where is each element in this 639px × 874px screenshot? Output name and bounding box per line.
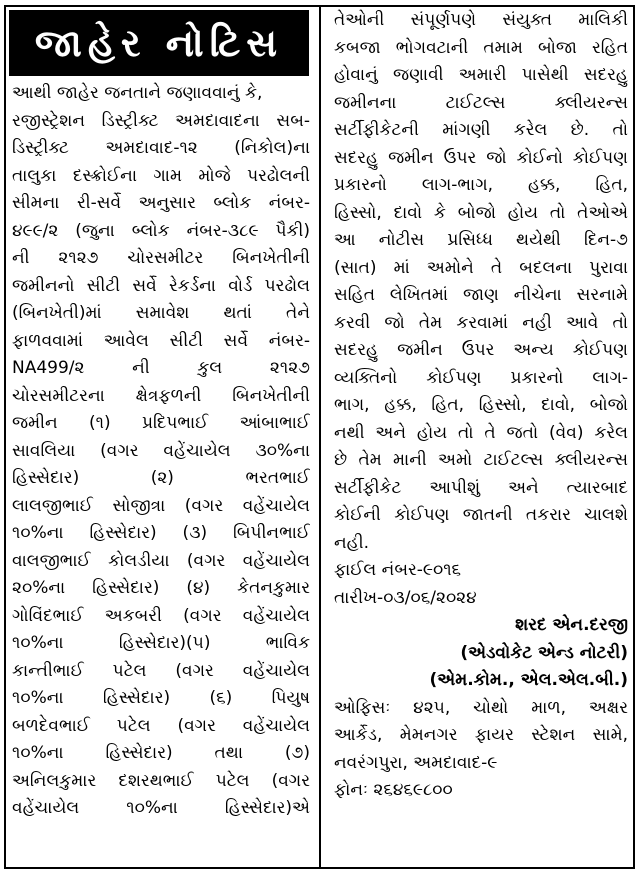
address-line: આર્કેડ, મેમનગર ફાયર સ્ટેશન સામે,: [334, 725, 628, 745]
address-line: ઓફિસઃ ૪૨૫, ચોથો માળ, અક્ષર: [334, 697, 628, 718]
notice-line: ૧૦%ના હિસ્સેદાર) તથા (૭): [12, 743, 310, 763]
notice-line: ગોવિંદભાઈ અકબરી (વગર વહેંચાયેલ: [12, 605, 310, 626]
file-number: ફાઈલ નંબર-૯૦૧૬: [334, 560, 462, 580]
signer-degree: (એમ.કોમ., એલ.એલ.બી.): [429, 670, 628, 690]
notice-line: ૧૦%ના હિસ્સેદાર) (૩) બિપીનભાઈ: [12, 523, 310, 543]
notice-line: કોઈની કોઈપણ જાતની તકરાર ચાલશે: [334, 505, 628, 525]
notice-line: કરવી જો તેમ કરવામાં નહી આવે તો: [334, 312, 628, 333]
notice-line: અનિલકુમાર દશરથભાઈ પટેલ (વગર: [12, 770, 310, 791]
notice-line: બળદેવભાઈ પટેલ (વગર વહેંચાયેલ: [12, 715, 310, 736]
notice-line: કબજા ભોગવટાની તમામ બોજા રહિત: [334, 37, 628, 58]
address-line: નવરંગપુરા, અમદાવાદ-૯: [334, 752, 498, 773]
notice-date: તારીખ-૦૩/૦૬/૨૦૨૪: [334, 587, 477, 608]
notice-line: સહિત લેખિતમાં જાણ નીચેના સરનામે: [334, 285, 628, 305]
notice-line: હિસ્સેદાર) (૨) ભરતભાઈ: [12, 468, 310, 488]
notice-line: તાલુકા દસ્ક્રોઈના ગામ મોજે પરઢોલની: [12, 165, 310, 186]
notice-line: જમીન (૧) પ્રદિપભાઈ આંબાભાઈ: [12, 413, 310, 433]
notice-line: હોવાનું જણાવી અમારી પાસેથી સદરહુ: [334, 65, 628, 85]
notice-line: ડિસ્ટ્રીક્ટ અમદાવાદ-૧૨ (નિકોલ)ના: [12, 138, 310, 158]
notice-line: જમીનનો સીટી સર્વે રેકર્ડના વોર્ડ પરઢોલ: [12, 275, 310, 296]
notice-line: ચોરસમીટરના ક્ષેત્રફળની બિનખેતીની: [12, 385, 310, 406]
right-column: [334, 7, 628, 805]
left-column: [12, 80, 310, 823]
notice-line: પ્રકારનો લાગ-ભાગ, હક્ક, હિત,: [334, 175, 628, 195]
phone-number: ફોનઃ ૨૬૪૬૯૮૦૦: [334, 780, 453, 800]
notice-title: જાહેર નોટિસ: [9, 10, 309, 76]
notice-line: છે તેમ માની અમો ટાઈટલ્સ ક્લીયરન્સ: [334, 450, 628, 470]
notice-line: રજીસ્ટ્રેશન ડિસ્ટ્રીક્ટ અમદાવાદના સબ-: [12, 110, 310, 131]
column-divider: [319, 5, 321, 869]
notice-line: સર્ટીફીકેટ આપીશું અને ત્યારબાદ: [334, 477, 628, 498]
notice-line: હિસ્સો, દાવો કે બોજો હોય તો તેઓએ: [334, 202, 628, 223]
notice-line: સર્ટીફીકેટની માંગણી કરેલ છે. તો: [334, 120, 628, 140]
notice-line: ફાળવવામાં આવેલ સીટી સર્વે નંબર-: [12, 330, 310, 351]
signer-name: શરદ એન.દરજી: [515, 615, 628, 635]
notice-line: સદરહુ જમીન ઉપર જો કોઈનો કોઈપણ: [334, 147, 628, 168]
notice-line: નહી.: [334, 532, 370, 553]
notice-line: NA499/૨ ની કુલ ૨૧૨૭: [12, 358, 310, 378]
notice-line: વાલજીભાઈ કોલડીયા (વગર વહેંચાયેલ: [12, 550, 310, 571]
notice-line: ૧૦%ના હિસ્સેદાર)(૫) ભાવિક: [12, 633, 310, 653]
notice-line: વહેંચાયેલ ૧૦%ના હિસ્સેદાર)એ: [12, 798, 310, 818]
notice-line: લાલજીભાઈ સોજીત્રા (વગર વહેંચાયેલ: [12, 495, 310, 516]
notice-line: નથી અને હોય તો તે જતો (વેવ) કરેલ: [334, 422, 628, 443]
notice-line: (બિનખેતી)માં સમાવેશ થતાં તેને: [12, 303, 310, 323]
notice-line: ની ૨૧૨૭ ચોરસમીટર બિનખેતીની: [12, 248, 310, 268]
notice-line: વ્યક્તિનો કોઈપણ પ્રકારનો લાગ-: [334, 367, 628, 388]
notice-line: ભાગ, હક્ક, હિત, હિસ્સો, દાવો, બોજો: [334, 395, 628, 415]
notice-line: ૪૯૯/૨ (જુના બ્લોક નંબર-૩૮૯ પૈકી): [12, 220, 310, 241]
notice-line: આથી જાહેર જનતાને જણાવવાનું કે,: [12, 83, 263, 103]
notice-line: ૨૦%ના હિસ્સેદાર) (૪) કેતનકુમાર: [12, 578, 310, 598]
notice-line: તેઓની સંપૂર્ણપણે સંયુક્ત માલિકી: [334, 10, 628, 30]
notice-line: (સાત) માં અમોને તે બદલના પુરાવા: [334, 257, 628, 278]
notice-line: આ નોટીસ પ્રસિધ્ધ થયેથી દિન-૭: [334, 230, 628, 250]
notice-line: જમીનના ટાઈટલ્સ ક્લીયરન્સ: [334, 92, 628, 113]
notice-line: કાન્તીભાઈ પટેલ (વગર વહેંચાયેલ: [12, 660, 310, 681]
notice-line: ૧૦%ના હિસ્સેદાર) (૬) પિયુષ: [12, 688, 310, 708]
signer-role: (એડવોકેટ એન્ડ નોટરી): [460, 642, 628, 663]
notice-line: સીમના રી-સર્વે અનુસાર બ્લોક નંબર-: [12, 193, 310, 213]
notice-line: સદરહુ જમીન ઉપર અન્ય કોઈપણ: [334, 340, 628, 360]
notice-line: સાવલિયા (વગર વહેંચાયેલ ૩૦%ના: [12, 440, 310, 461]
